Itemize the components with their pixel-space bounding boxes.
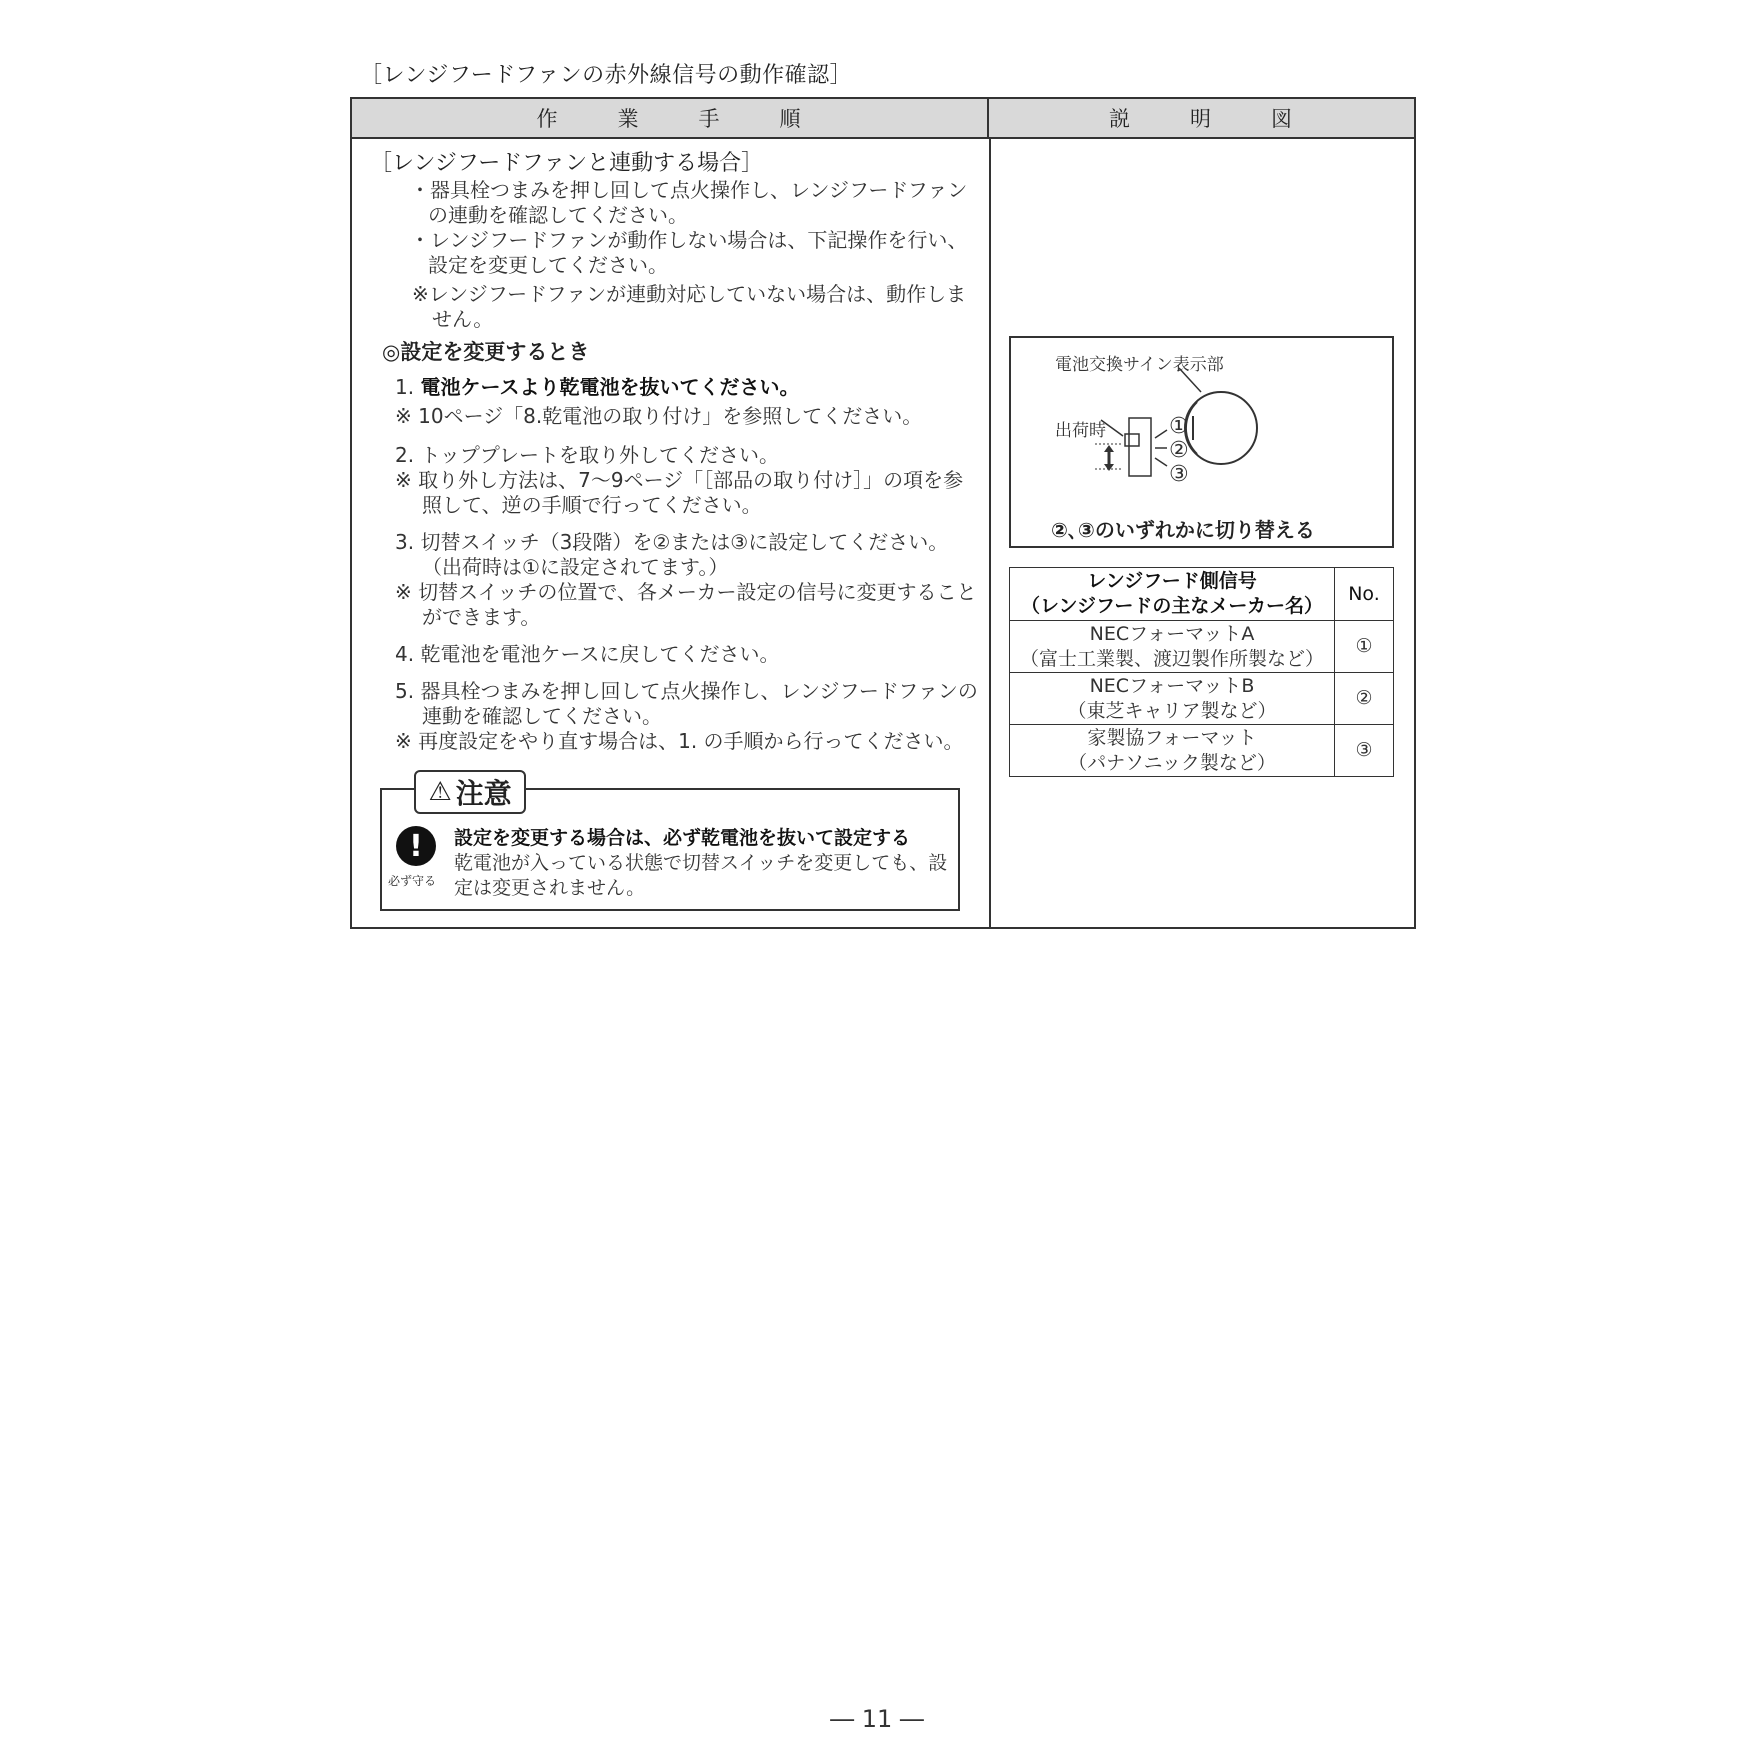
step-number: 1.: [395, 375, 415, 399]
step-2: [370, 443, 980, 468]
header-char: 順: [779, 107, 803, 131]
signal-header: [1010, 568, 1335, 621]
signal-name: NECフォーマットB: [1089, 674, 1255, 697]
header-diagram: [989, 99, 1414, 139]
table-row: [1010, 568, 1394, 621]
step-note: ※ 切替スイッチの位置で、各メーカー設定の信号に変更することができます。: [395, 580, 977, 629]
exclamation-icon: !: [396, 826, 436, 866]
warning-triangle-icon: ⚠: [428, 777, 452, 807]
must-follow-label: 必ず守る: [388, 874, 437, 888]
maker-name: （パナソニック製など）: [1068, 751, 1276, 774]
step-number: 2.: [395, 443, 415, 467]
no-cell: ②: [1335, 673, 1394, 725]
header-char: 作: [536, 107, 560, 131]
step-note: ※ 再度設定をやり直す場合は、1. の手順から行ってください。: [395, 729, 964, 753]
page-number: ― 11 ―: [830, 1705, 924, 1733]
caution-text: [454, 826, 954, 901]
caution-heading: 設定を変更する場合は、必ず乾電池を抜いて設定する: [454, 827, 911, 849]
bullet-note: ※レンジフードファンが連動対応していない場合は、動作しません。: [412, 282, 967, 331]
step-number: 4.: [395, 642, 415, 666]
step-number: 5.: [395, 679, 415, 703]
step-subnote: （出荷時は①に設定されてます。）: [422, 555, 729, 579]
battery-sign-label: 電池交換サイン表示部: [1055, 355, 1224, 375]
step-note: ※ 10ページ「8.乾電池の取り付け」を参照してください。: [395, 404, 923, 428]
shipping-label: 出荷時: [1055, 421, 1106, 441]
step-1: [370, 375, 980, 400]
step-note: ※ 取り外し方法は、7〜9ページ「［部品の取り付け］」の項を参照して、逆の手順で行ってください。: [395, 468, 964, 517]
table-row: [1010, 621, 1394, 673]
position-3: ③: [1169, 462, 1189, 487]
bullet-item: ・レンジフードファンが動作しない場合は、下記操作を行い、設定を変更してください。: [410, 228, 968, 277]
section-title: ［レンジフードファンの赤外線信号の動作確認］: [360, 63, 853, 88]
header-char: 図: [1271, 107, 1294, 131]
settings-title: ◎設定を変更するとき: [382, 340, 590, 364]
maker-name: （東芝キャリア製など）: [1067, 699, 1277, 722]
caution-body: 乾電池が入っている状態で切替スイッチを変更しても、設定は変更されません。: [454, 852, 948, 899]
caution-label-text: 注意: [455, 777, 512, 810]
signal-table: [1009, 567, 1394, 777]
step-5: [370, 679, 980, 729]
header-char: 業: [617, 107, 641, 131]
procedure-content: [370, 151, 980, 754]
position-2: ②: [1169, 438, 1189, 463]
switch-caption: ②､③のいずれかに切り替える: [1051, 518, 1315, 542]
subsection-title: ［レンジフードファンと連動する場合］: [370, 151, 764, 176]
maker-name: （富士工業製、渡辺製作所製など）: [1019, 647, 1324, 670]
step-4: [370, 642, 980, 667]
step-text: トッププレートを取り外してください。: [420, 443, 780, 467]
header-char: 明: [1190, 107, 1213, 131]
caution-box: [380, 777, 960, 911]
step-text: 器具栓つまみを押し回して点火操作し、レンジフードファンの連動を確認してください。: [420, 679, 978, 728]
no-cell: ③: [1335, 725, 1394, 777]
table-row: [1010, 673, 1394, 725]
header-work-procedure: [352, 99, 989, 139]
header-line: （レンジフードの主なメーカー名）: [1020, 595, 1324, 617]
table-row: [1010, 725, 1394, 777]
signal-cell: [1010, 673, 1335, 725]
step-text: 切替スイッチ（3段階）を②または③に設定してください。: [420, 530, 949, 554]
switch-diagram: [1009, 336, 1394, 548]
step-number: 3.: [395, 530, 415, 554]
bullet-item: ・器具栓つまみを押し回して点火操作し、レンジフードファンの連動を確認してください。: [410, 178, 968, 227]
column-divider: [989, 139, 991, 927]
header-char: 手: [698, 107, 722, 131]
procedure-table: [350, 97, 1416, 929]
caution-label: [414, 770, 526, 814]
header-char: 説: [1109, 107, 1132, 131]
no-cell: ①: [1335, 621, 1394, 673]
signal-cell: [1010, 621, 1335, 673]
position-1: ①: [1169, 414, 1189, 439]
signal-cell: [1010, 725, 1335, 777]
no-header: No.: [1335, 568, 1394, 621]
signal-name: NECフォーマットA: [1089, 622, 1255, 645]
step-text: 電池ケースより乾電池を抜いてください。: [420, 375, 800, 399]
step-3: [370, 530, 980, 555]
signal-name: 家製協フォーマット: [1087, 726, 1257, 749]
header-line: レンジフード側信号: [1087, 570, 1257, 592]
step-text: 乾電池を電池ケースに戻してください。: [420, 642, 780, 666]
